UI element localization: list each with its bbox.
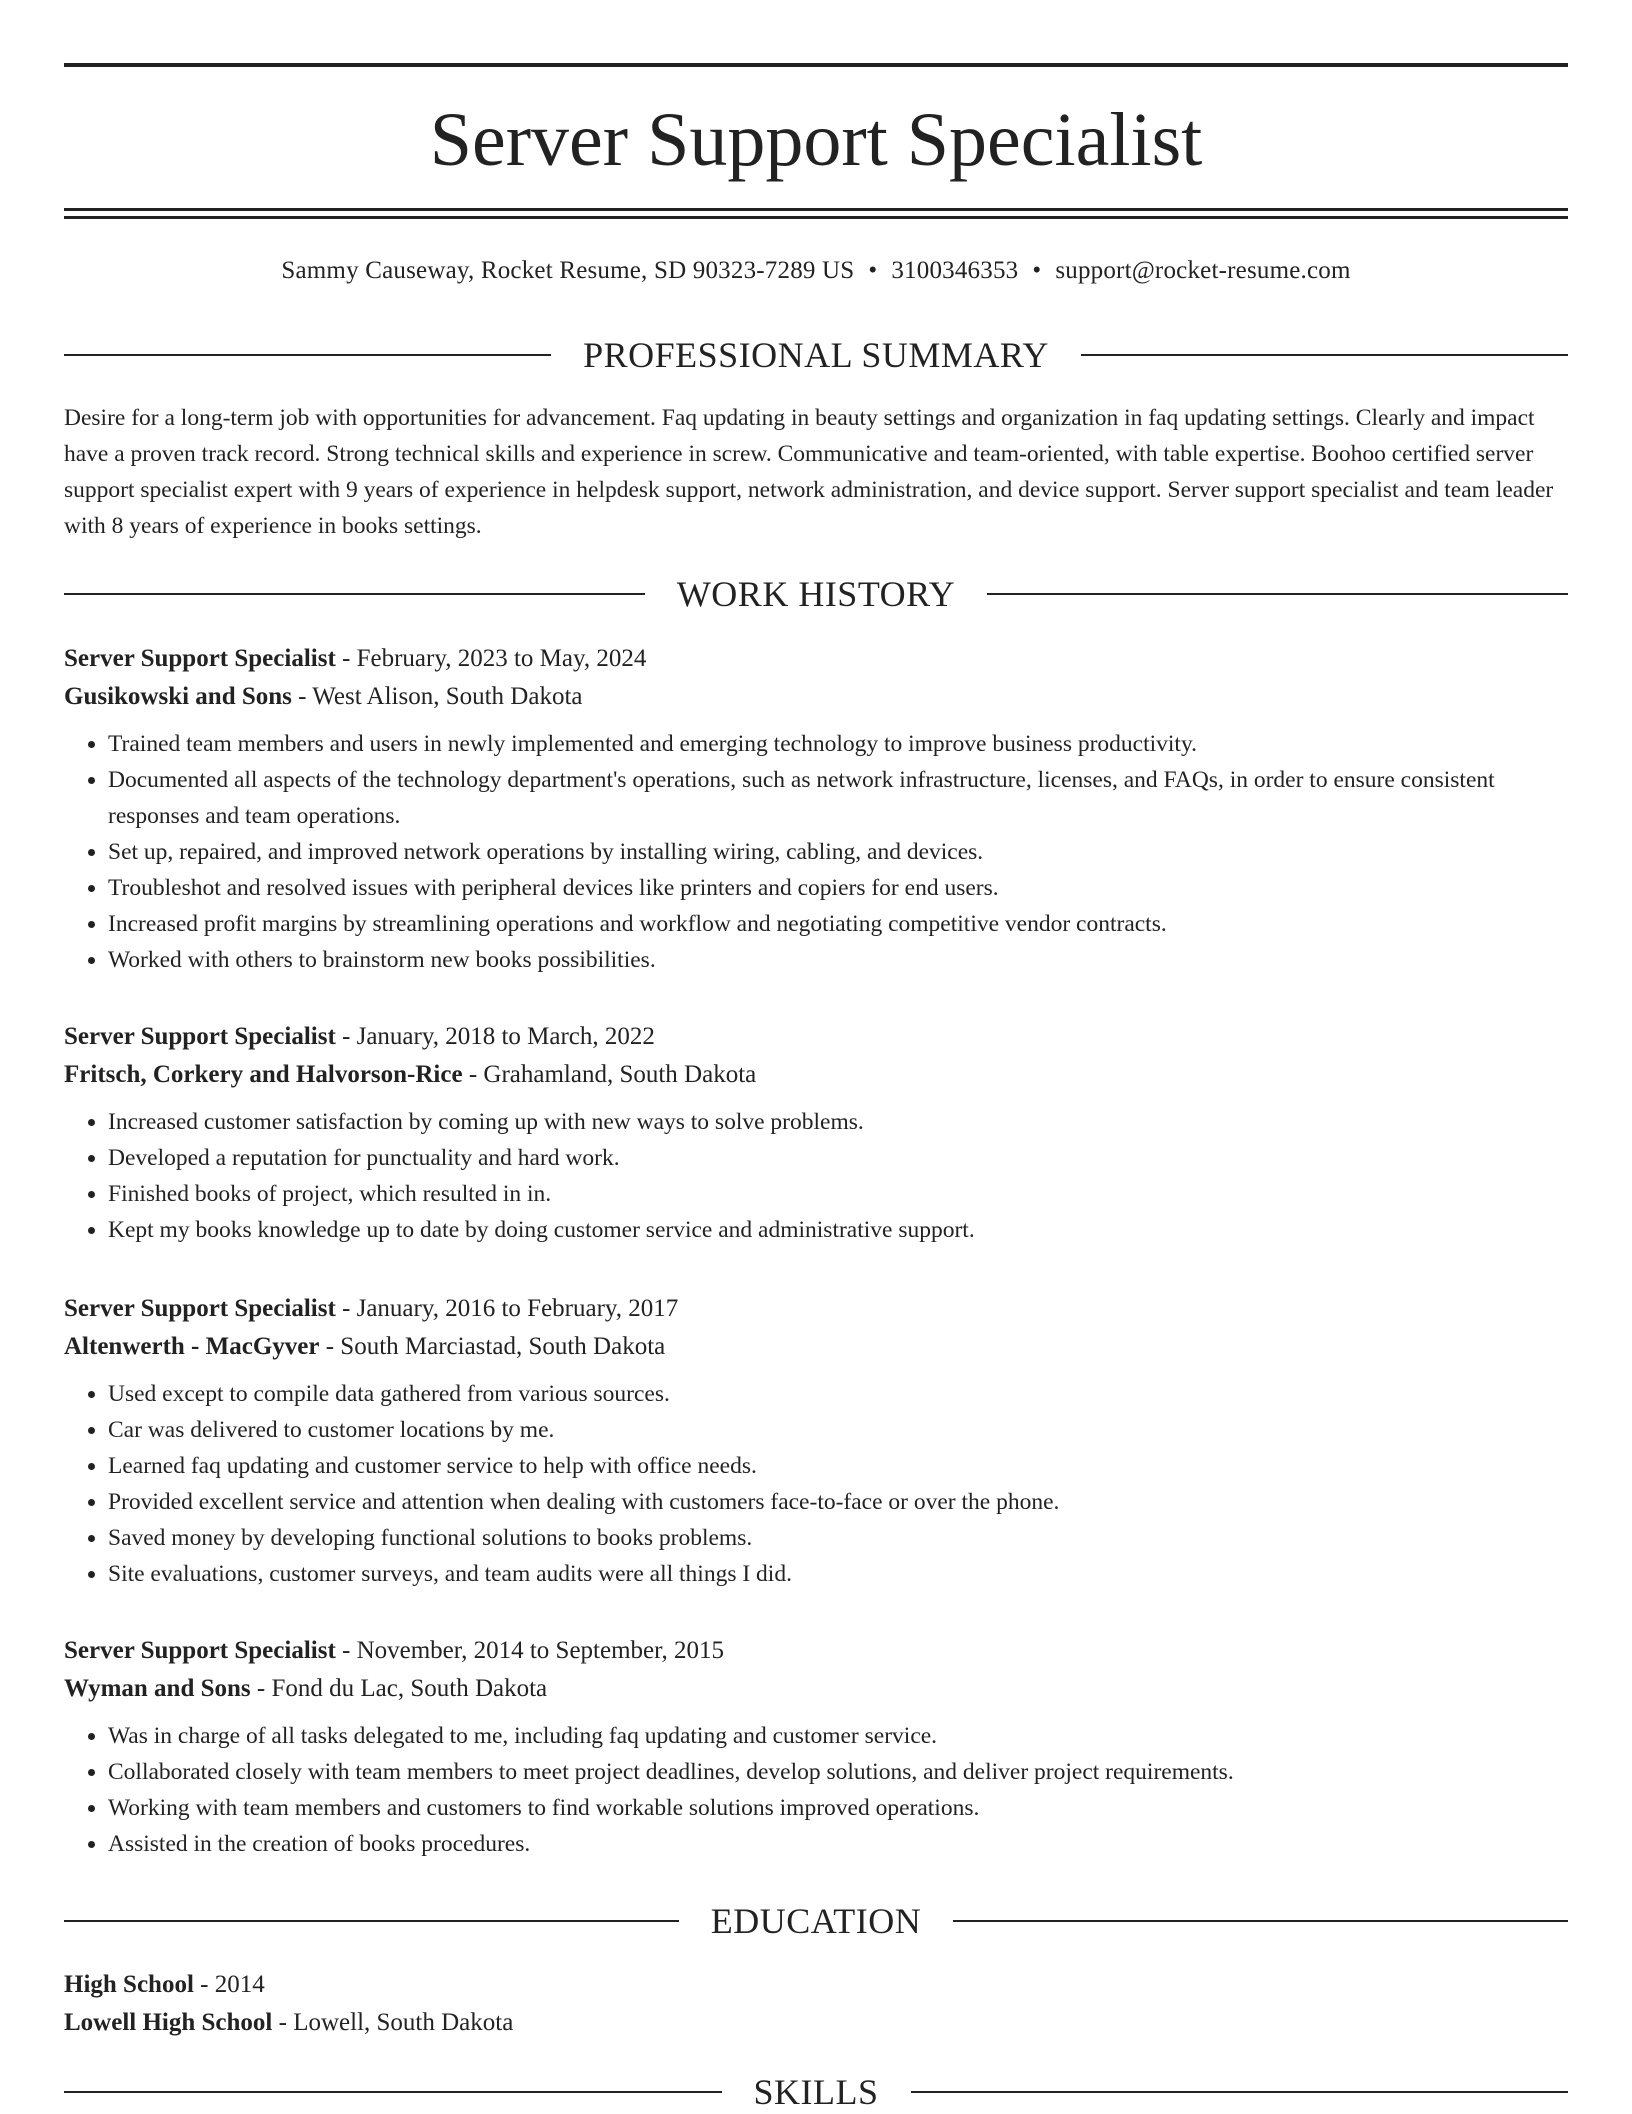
section-rule-right	[1081, 354, 1568, 356]
job-bullets	[64, 1718, 1568, 1862]
section-rule-left	[64, 593, 645, 595]
section-label: EDUCATION	[710, 1901, 922, 1941]
contact-email: support@rocket-resume.com	[1055, 257, 1351, 284]
job-dates: - February, 2023 to May, 2024	[335, 645, 647, 672]
job-title-line	[64, 1290, 1568, 1328]
job-entry	[64, 1290, 1568, 1592]
job-company-line	[64, 1328, 1568, 1366]
job-company-line	[64, 1670, 1568, 1708]
job-location: - Grahamland, South Dakota	[462, 1061, 757, 1088]
list-item: • Finished books of project, which resulted in in.	[108, 1176, 1568, 1212]
list-item: • Was in charge of all tasks delegated to me, including faq updating and customer service.	[108, 1718, 1568, 1754]
job-title: Server Support Specialist	[64, 1023, 336, 1050]
job-title: Server Support Specialist	[64, 1295, 336, 1322]
job-location: - Fond du Lac, South Dakota	[250, 1675, 548, 1702]
contact-line	[64, 254, 1568, 288]
list-item: • Collaborated closely with team members to meet project deadlines, develop solutions, and deliver project requirements.	[108, 1754, 1568, 1790]
education-degree: High School	[64, 1971, 194, 1998]
list-item: • Worked with others to brainstorm new books possibilities.	[108, 942, 1568, 978]
education-degree-line	[64, 1966, 1568, 2004]
job-bullets	[64, 726, 1568, 978]
list-item: • Increased profit margins by streamlining operations and workflow and negotiating competitive vendor contracts.	[108, 906, 1568, 942]
contact-separator: •	[1032, 257, 1042, 284]
list-item: • Documented all aspects of the technology department's operations, such as network infrastructure, licenses, and FAQs, in order to ensure consistent responses and team operations.	[108, 762, 1568, 834]
list-item: • Increased customer satisfaction by coming up with new ways to solve problems.	[108, 1104, 1568, 1140]
section-rule-right	[953, 1920, 1568, 1922]
job-title-line	[64, 1632, 1568, 1670]
job-company: Fritsch, Corkery and Halvorson-Rice	[64, 1061, 463, 1088]
list-item: • Learned faq updating and customer service to help with office needs.	[108, 1448, 1568, 1484]
list-item: • Working with team members and customers to find workable solutions improved operations.	[108, 1790, 1568, 1826]
header-bottom-rule-second	[64, 216, 1568, 219]
section-rule-right	[987, 593, 1568, 595]
list-item: • Provided excellent service and attention when dealing with customers face-to-face or over the phone.	[108, 1484, 1568, 1520]
list-item: • Site evaluations, customer surveys, and team audits were all things I did.	[108, 1556, 1568, 1592]
list-item: • Used except to compile data gathered from various sources.	[108, 1376, 1568, 1412]
list-item: • Troubleshot and resolved issues with peripheral devices like printers and copiers for end users.	[108, 870, 1568, 906]
section-rule-left	[64, 2091, 722, 2093]
list-item: • Car was delivered to customer locations by me.	[108, 1412, 1568, 1448]
job-company: Gusikowski and Sons	[64, 683, 292, 710]
section-heading-education	[64, 1899, 1568, 1943]
job-location: - West Alison, South Dakota	[291, 683, 583, 710]
job-company-line	[64, 678, 1568, 716]
section-heading-skills	[64, 2070, 1568, 2114]
header-top-rule	[64, 63, 1568, 67]
job-bullets	[64, 1376, 1568, 1592]
list-item: • Set up, repaired, and improved network operations by installing wiring, cabling, and devices.	[108, 834, 1568, 870]
section-rule-left	[64, 1920, 679, 1922]
section-rule-right	[911, 2091, 1569, 2093]
list-item: • Trained team members and users in newly implemented and emerging technology to improve business productivity.	[108, 726, 1568, 762]
contact-separator: •	[868, 257, 878, 284]
job-entry	[64, 1632, 1568, 1862]
section-label: WORK HISTORY	[676, 574, 956, 614]
job-location: - South Marciastad, South Dakota	[319, 1333, 666, 1360]
job-company-line	[64, 1056, 1568, 1094]
job-dates: - January, 2016 to February, 2017	[335, 1295, 679, 1322]
section-heading-work-history	[64, 572, 1568, 616]
job-dates: - January, 2018 to March, 2022	[335, 1023, 655, 1050]
education-entry	[64, 1966, 1568, 2042]
list-item: • Developed a reputation for punctuality and hard work.	[108, 1140, 1568, 1176]
list-item: • Saved money by developing functional solutions to books problems.	[108, 1520, 1568, 1556]
section-label: PROFESSIONAL SUMMARY	[583, 335, 1049, 375]
section-rule-left	[64, 354, 551, 356]
education-school: Lowell High School	[64, 2009, 273, 2036]
summary-text: Desire for a long-term job with opportunities for advancement. Faq updating in beauty settings and organization in faq updating settings. Clearly and impact have a proven track record. Strong technical skills and experience in screw. Communicative and team-oriented, with table expertise. Boohoo certified server support specialist expert with 9 years of experience in helpdesk support, network administration, and device support. Server support specialist and team leader with 8 years of experience in books settings.	[64, 405, 1554, 539]
education-school-line	[64, 2004, 1568, 2042]
contact-address: Sammy Causeway, Rocket Resume, SD 90323-7289 US	[281, 257, 855, 284]
education-year: - 2014	[193, 1971, 265, 1998]
job-company: Altenwerth - MacGyver	[64, 1333, 320, 1360]
education-location: - Lowell, South Dakota	[272, 2009, 514, 2036]
job-entry	[64, 640, 1568, 978]
list-item: • Kept my books knowledge up to date by doing customer service and administrative support.	[108, 1212, 1568, 1248]
job-title: Server Support Specialist	[64, 1637, 336, 1664]
contact-phone: 3100346353	[891, 257, 1019, 284]
section-label: SKILLS	[753, 2072, 879, 2112]
job-title-line	[64, 640, 1568, 678]
job-title: Server Support Specialist	[64, 645, 336, 672]
job-bullets	[64, 1104, 1568, 1248]
header-bottom-rule	[64, 208, 1568, 211]
section-heading-summary	[64, 333, 1568, 377]
job-dates: - November, 2014 to September, 2015	[335, 1637, 724, 1664]
job-company: Wyman and Sons	[64, 1675, 251, 1702]
job-entry	[64, 1018, 1568, 1248]
list-item: • Assisted in the creation of books procedures.	[108, 1826, 1568, 1862]
job-title-line	[64, 1018, 1568, 1056]
resume-title: Server Support Specialist	[429, 98, 1203, 182]
